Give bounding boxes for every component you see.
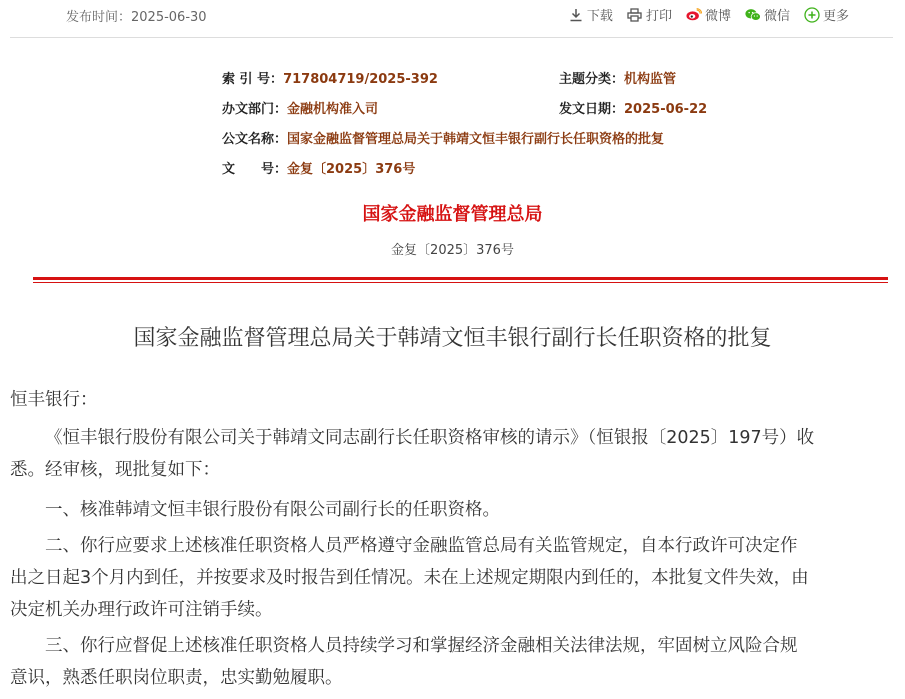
- top-divider: [10, 37, 893, 38]
- paragraph-1-line-1: 《恒丰银行股份有限公司关于韩靖文同志副行长任职资格审核的请示》（恒银报〔2025〕197号）收: [45, 428, 815, 448]
- publish-date: 发布时间：2025-06-30: [66, 10, 207, 25]
- category-value: 机构监管: [624, 72, 677, 87]
- paragraph-4-line-1: 三、你行应督促上述核准任职资格人员持续学习和掌握经济金融相关法律法规，牢固树立风险合规: [45, 636, 798, 656]
- paragraph-3-line-3: 决定机关办理行政许可注销手续。: [10, 600, 273, 620]
- meta-docname: 公文名称：国家金融监督管理总局关于韩靖文恒丰银行副行长任职资格的批复: [222, 132, 665, 147]
- index-number: 717804719/2025-392: [283, 72, 438, 87]
- weibo-share-button[interactable]: [686, 5, 731, 24]
- paragraph-3-line-2: 出之日起3个月内到任，并按要求及时报告到任情况。未在上述规定期限内到任的，本批复文件失效，由: [10, 568, 809, 588]
- meta-dept: 办文部门：金融机构准入司: [222, 102, 379, 117]
- document-title: 国家金融监督管理总局关于韩靖文恒丰银行副行长任职资格的批复: [133, 326, 772, 351]
- doc-number-line: 金复〔2025〕376号: [391, 243, 514, 258]
- printer-icon: [627, 7, 643, 23]
- wechat-icon: [745, 7, 761, 23]
- wechat-label: 微信: [763, 9, 790, 24]
- weibo-label: 微博: [704, 9, 731, 24]
- paragraph-1-line-2: 悉。经审核，现批复如下：: [10, 460, 220, 480]
- dept-value: 金融机构准入司: [287, 102, 379, 117]
- paragraph-2: 一、核准韩靖文恒丰银行股份有限公司副行长的任职资格。: [45, 500, 500, 520]
- paragraph-4-line-2: 意识，熟悉任职岗位职责，忠实勤勉履职。: [10, 668, 343, 688]
- red-divider-thin: [33, 282, 888, 283]
- weibo-icon: [686, 7, 702, 23]
- print-button[interactable]: [627, 5, 672, 24]
- paragraph-3-line-1: 二、你行应要求上述核准任职资格人员严格遵守金融监管总局有关监管规定，自本行政许可决定作: [45, 536, 798, 556]
- document-name: 国家金融监督管理总局关于韩靖文恒丰银行副行长任职资格的批复: [287, 132, 665, 147]
- meta-docnum: 文 号：金复〔2025〕376号: [222, 162, 416, 177]
- salutation: 恒丰银行：: [10, 390, 98, 410]
- document-number: 金复〔2025〕376号: [287, 162, 416, 177]
- more-label: 更多: [822, 9, 849, 24]
- top-bar: [0, 0, 905, 38]
- download-label: 下载: [586, 9, 613, 24]
- meta-date: 发文日期：2025-06-22: [559, 102, 708, 117]
- download-icon: [568, 7, 584, 23]
- document-body: [10, 384, 895, 699]
- more-button[interactable]: [804, 5, 849, 24]
- print-label: 打印: [645, 9, 672, 24]
- meta-index: 索 引 号：717804719/2025-392: [222, 72, 438, 87]
- wechat-share-button[interactable]: [745, 5, 790, 24]
- share-actions: [568, 5, 849, 24]
- meta-category: 主题分类：机构监管: [559, 72, 677, 87]
- download-button[interactable]: [568, 5, 613, 24]
- issue-date: 2025-06-22: [624, 102, 708, 117]
- plus-circle-icon: [804, 7, 820, 23]
- issuer-heading: 国家金融监督管理总局: [362, 204, 543, 225]
- red-divider-thick: [33, 277, 888, 280]
